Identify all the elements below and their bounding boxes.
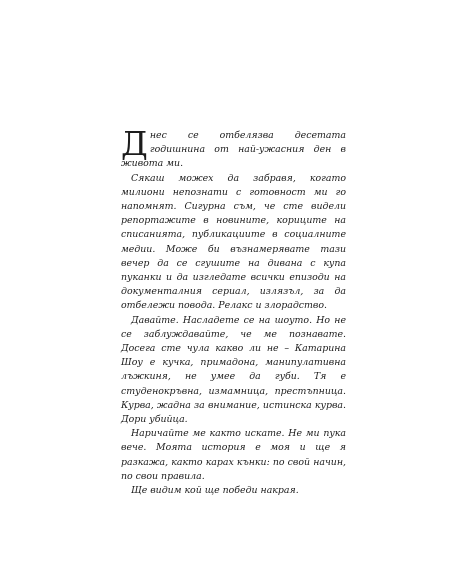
body-text bbox=[121, 124, 346, 498]
paragraph-3: Давайте. Насладете се на шоуто. Но не се заблуждавайте, че ме познавате. Досега сте чула какво ли не – Катарина Шоу е кучка, примадона, манипулативна лъжкиня, не умее да губи. Тя е студенокръвна, измамница, престъпница. Курва, жадна за внимание, истинска курва. Дори убийца. bbox=[121, 314, 346, 426]
paragraph-1 bbox=[121, 124, 346, 172]
paragraph-1-text: нес се отбелязва десетата годишнина от най-ужасния ден в живота ми. bbox=[121, 130, 346, 170]
paragraph-2: Сякаш можех да забравя, когато милиони непознати с готовност ми го напомнят. Сигурна съм, че сте видели репортажите в новините, кориците на списанията, публикациите в социалните медии. Може би възнамерявате тази вечер да се сгушите на дивана с купа пуканки и да изгледате всички епизоди на документалния сериал, излязъл, за да отбележи повода. Релакс и злорадство. bbox=[121, 172, 346, 312]
drop-cap: Д bbox=[121, 124, 148, 163]
paragraph-4: Наричайте ме както искате. Не ми пука вече. Моята история е моя и ще я разкажа, както карах кънки: по свой начин, по свои правила. bbox=[121, 428, 346, 482]
paragraph-5: Ще видим кой ще победи накрая. bbox=[131, 485, 299, 497]
